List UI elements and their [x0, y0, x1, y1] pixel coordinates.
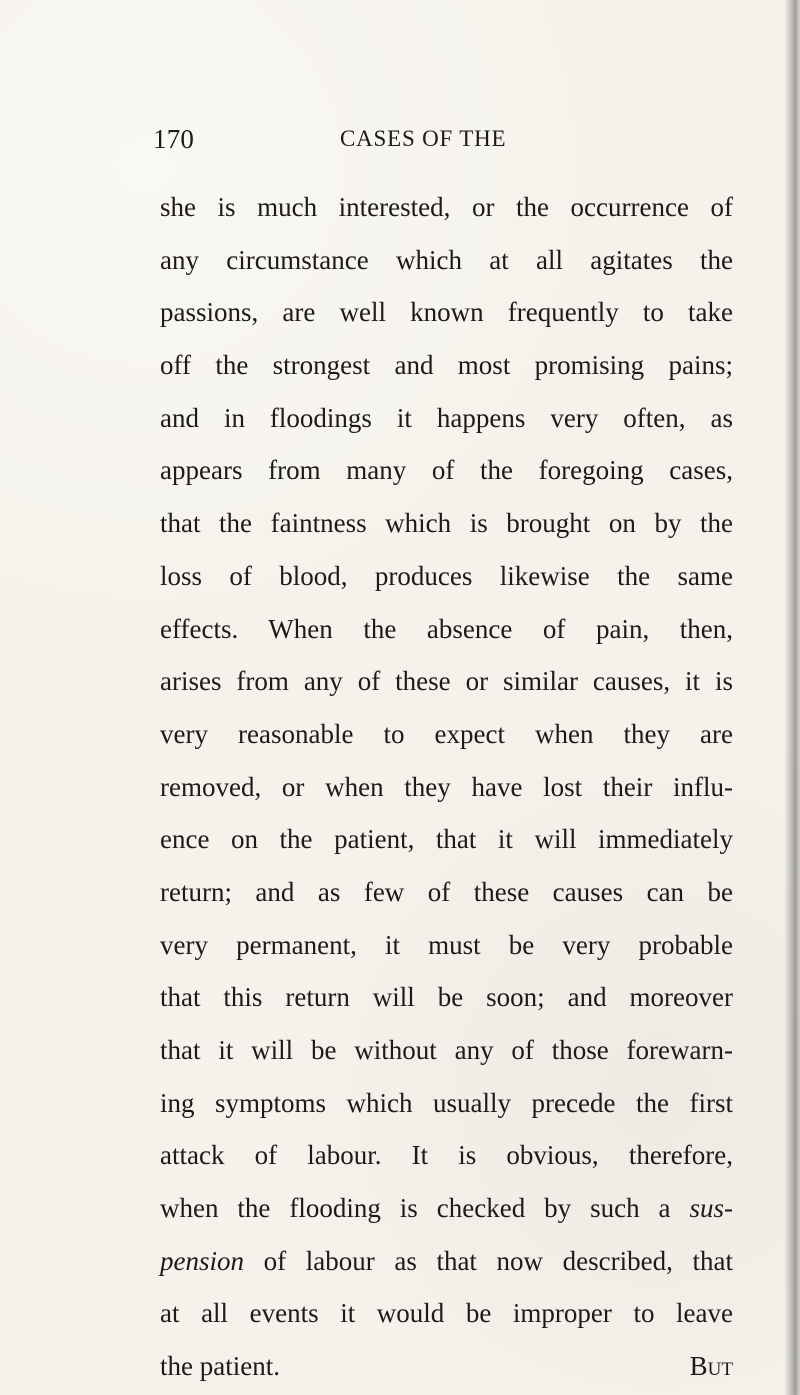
- text-line: arises from any of these or similar causes, it is: [160, 666, 733, 697]
- running-head: [153, 122, 713, 156]
- text-line: at all events it would be improper to leave: [160, 1298, 733, 1329]
- text-line: very reasonable to expect when they are: [160, 718, 733, 749]
- text-fragment: of labour as that now described, that: [244, 1245, 733, 1276]
- italic-text-fragment: pension: [160, 1245, 244, 1276]
- text-line: that this return will be soon; and moreover: [160, 982, 733, 1013]
- text-line: passions, are well known frequently to take: [160, 297, 733, 328]
- last-text-line: [160, 1340, 733, 1393]
- text-line: any circumstance which at all agitates the: [160, 244, 733, 275]
- text-line: [160, 1235, 733, 1288]
- text-line: appears from many of the foregoing cases,: [160, 455, 733, 486]
- text-line: [160, 1182, 733, 1235]
- text-fragment: when the flooding is checked by such a: [160, 1193, 690, 1224]
- body-text: [160, 181, 733, 1393]
- text-line: ing symptoms which usually precede the first: [160, 1087, 733, 1118]
- text-line: very permanent, it must be very probable: [160, 929, 733, 960]
- text-line: that the faintness which is brought on by the: [160, 508, 733, 539]
- catchword: But: [689, 1351, 733, 1382]
- text-line: off the strongest and most promising pains;: [160, 350, 733, 381]
- text-line: return; and as few of these causes can be: [160, 876, 733, 907]
- text-line: loss of blood, produces likewise the same: [160, 560, 733, 591]
- italic-text-fragment: sus-: [689, 1193, 733, 1224]
- text-line: ence on the patient, that it will immediately: [160, 824, 733, 855]
- running-title: CASES OF THE: [340, 126, 507, 151]
- text-line: that it will be without any of those forewarn-: [160, 1035, 733, 1065]
- text-line: and in floodings it happens very often, as: [160, 402, 733, 433]
- text-line: effects. When the absence of pain, then,: [160, 613, 733, 644]
- text-line: she is much interested, or the occurrence of: [160, 192, 733, 222]
- text-line: removed, or when they have lost their influ-: [160, 771, 733, 802]
- page-binding-edge: [784, 0, 800, 1395]
- text-line: attack of labour. It is obvious, therefore,: [160, 1140, 733, 1171]
- last-line-left: the patient.: [160, 1351, 280, 1382]
- page-number: 170: [153, 124, 195, 154]
